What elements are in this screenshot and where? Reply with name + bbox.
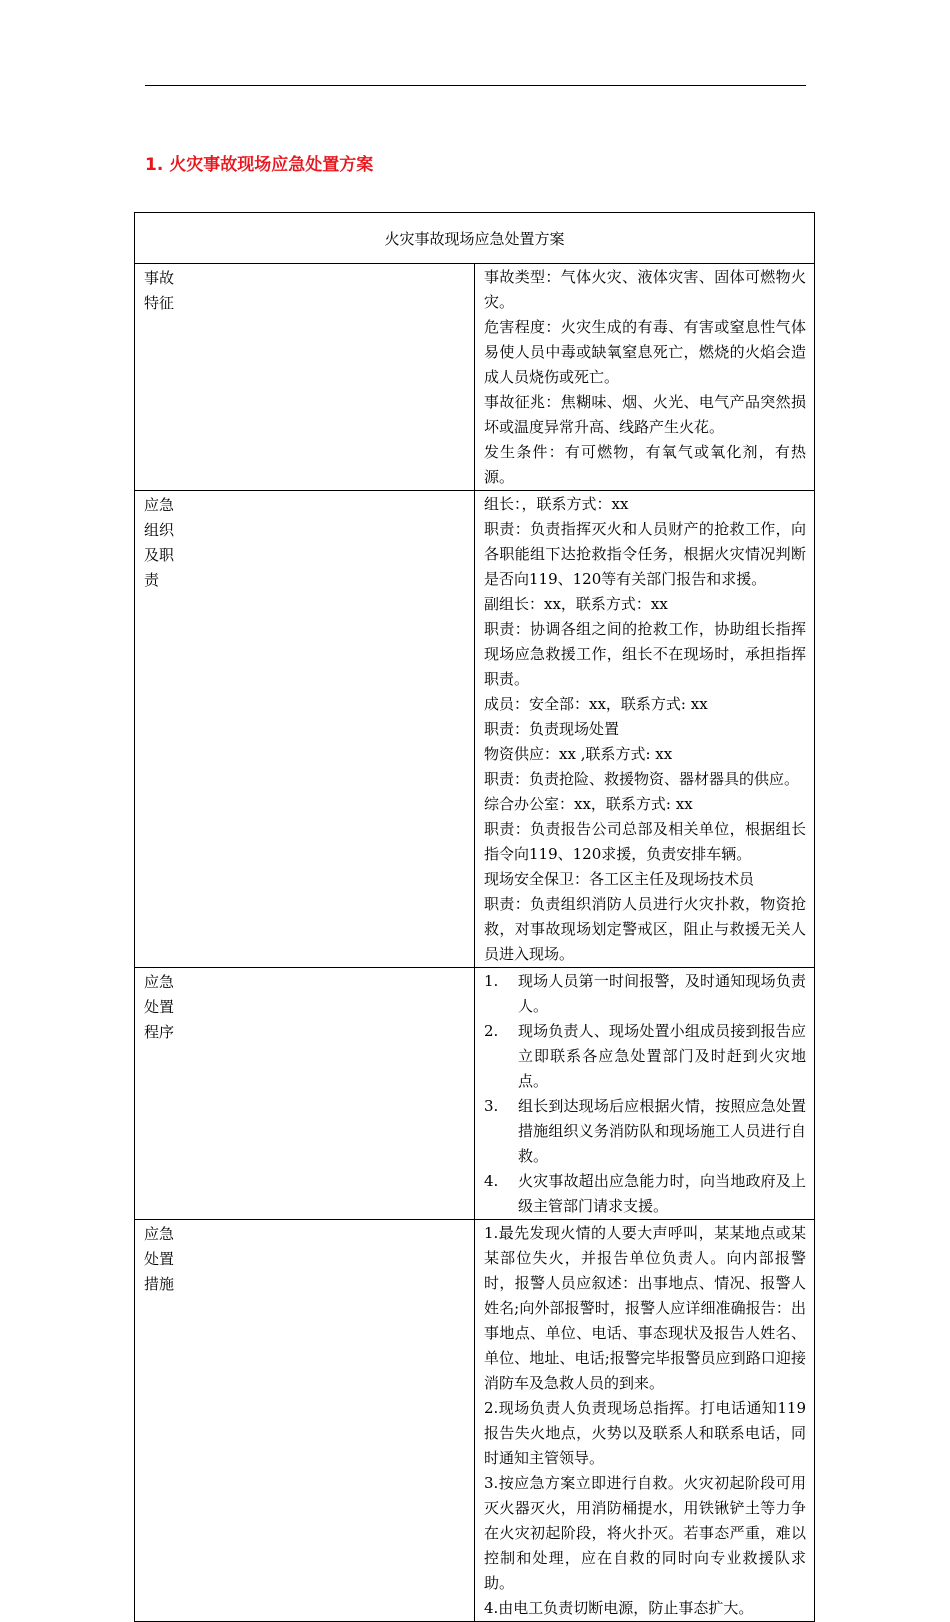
table-row-organization	[135, 491, 815, 968]
row-label: 事故特征	[135, 264, 475, 491]
content-line: 现场安全保卫：各工区主任及现场技术员	[484, 870, 755, 888]
content-line: 事故类型：气体火灾、液体灾害、固体可燃物火灾。	[484, 268, 806, 311]
content-line: 事故征兆：焦糊味、烟、火光、电气产品突然损坏或温度异常升高、线路产生火花。	[484, 393, 806, 436]
content-line: 发生条件：有可燃物，有氧气或氧化剂，有热源。	[484, 443, 806, 486]
row-content	[475, 1220, 815, 1622]
content-line: 职责：负责组织消防人员进行火灾扑救，物资抢救，对事故现场划定警戒区，阻止与救援无关人员进入现场。	[484, 895, 806, 963]
procedure-step	[484, 1094, 806, 1169]
table-row-accident-features	[135, 264, 815, 491]
row-content	[475, 968, 815, 1220]
step-number: 4.	[484, 1172, 499, 1190]
step-text: 现场人员第一时间报警，及时通知现场负责人。	[518, 972, 806, 1015]
content-line: 职责：负责现场处置	[484, 720, 620, 738]
content-line: 成员：安全部：xx，联系方式: xx	[484, 695, 708, 713]
content-line: 职责：负责报告公司总部及相关单位，根据组长指令向119、120求援，负责安排车辆。	[484, 820, 806, 863]
content-line: 职责：负责指挥灭火和人员财产的抢救工作，向各职能组下达抢救指令任务，根据火灾情况判断是否向119、120等有关部门报告和求援。	[484, 520, 806, 588]
step-number: 3.	[484, 1097, 499, 1115]
row-content	[475, 491, 815, 968]
content-line: 2.现场负责人负责现场总指挥。打电话通知119报告失火地点，火势以及联系人和联系电话，同时通知主管领导。	[484, 1399, 806, 1467]
content-line: 综合办公室：xx，联系方式: xx	[484, 795, 693, 813]
table-row-procedure	[135, 968, 815, 1220]
row-label: 应急处置程序	[135, 968, 475, 1220]
row-label: 应急组织及职责	[135, 491, 475, 968]
section-heading: 1. 火灾事故现场应急处置方案	[145, 155, 374, 175]
content-line: 职责：负责抢险、救援物资、器材器具的供应。	[484, 770, 800, 788]
procedure-step	[484, 1169, 806, 1219]
content-line: 1.最先发现火情的人要大声呼叫，某某地点或某某部位失火，并报告单位负责人。向内部报警时，报警人员应叙述：出事地点、情况、报警人姓名;向外部报警时，报警人应详细准确报告：出事地点、单位、电话、事态现状及报告人姓名、单位、地址、电话;报警完毕报警员应到路口迎接消防车及急救人员的到来。	[484, 1224, 806, 1392]
content-line: 4.由电工负责切断电源，防止事态扩大。	[484, 1599, 754, 1617]
emergency-plan-table	[134, 212, 815, 1622]
row-content	[475, 264, 815, 491]
table-title: 火灾事故现场应急处置方案	[135, 213, 815, 264]
content-line: 物资供应：xx ,联系方式: xx	[484, 745, 673, 763]
step-text: 现场负责人、现场处置小组成员接到报告应立即联系各应急处置部门及时赶到火灾地点。	[518, 1022, 806, 1090]
row-label: 应急处置措施	[135, 1220, 475, 1622]
step-text: 组长到达现场后应根据火情，按照应急处置措施组织义务消防队和现场施工人员进行自救。	[518, 1097, 806, 1165]
step-text: 火灾事故超出应急能力时，向当地政府及上级主管部门请求支援。	[518, 1172, 806, 1215]
procedure-step	[484, 1019, 806, 1094]
content-line: 危害程度：火灾生成的有毒、有害或窒息性气体易使人员中毒或缺氧窒息死亡，燃烧的火焰会造成人员烧伤或死亡。	[484, 318, 806, 386]
content-line: 组长：，联系方式：xx	[484, 495, 629, 513]
table-row-measures	[135, 1220, 815, 1622]
content-line: 3.按应急方案立即进行自救。火灾初起阶段可用灭火器灭火，用消防桶提水，用铁锹铲土等力争在火灾初起阶段，将火扑灭。若事态严重，难以控制和处理，应在自救的同时向专业救援队求助。	[484, 1474, 806, 1592]
step-number: 1.	[484, 972, 499, 990]
content-line: 职责：协调各组之间的抢救工作，协助组长指挥现场应急救援工作，组长不在现场时，承担指挥职责。	[484, 620, 806, 688]
table-title-row	[135, 213, 815, 264]
procedure-step	[484, 969, 806, 1019]
content-line: 副组长：xx，联系方式：xx	[484, 595, 668, 613]
step-number: 2.	[484, 1022, 499, 1040]
header-rule	[145, 85, 806, 86]
